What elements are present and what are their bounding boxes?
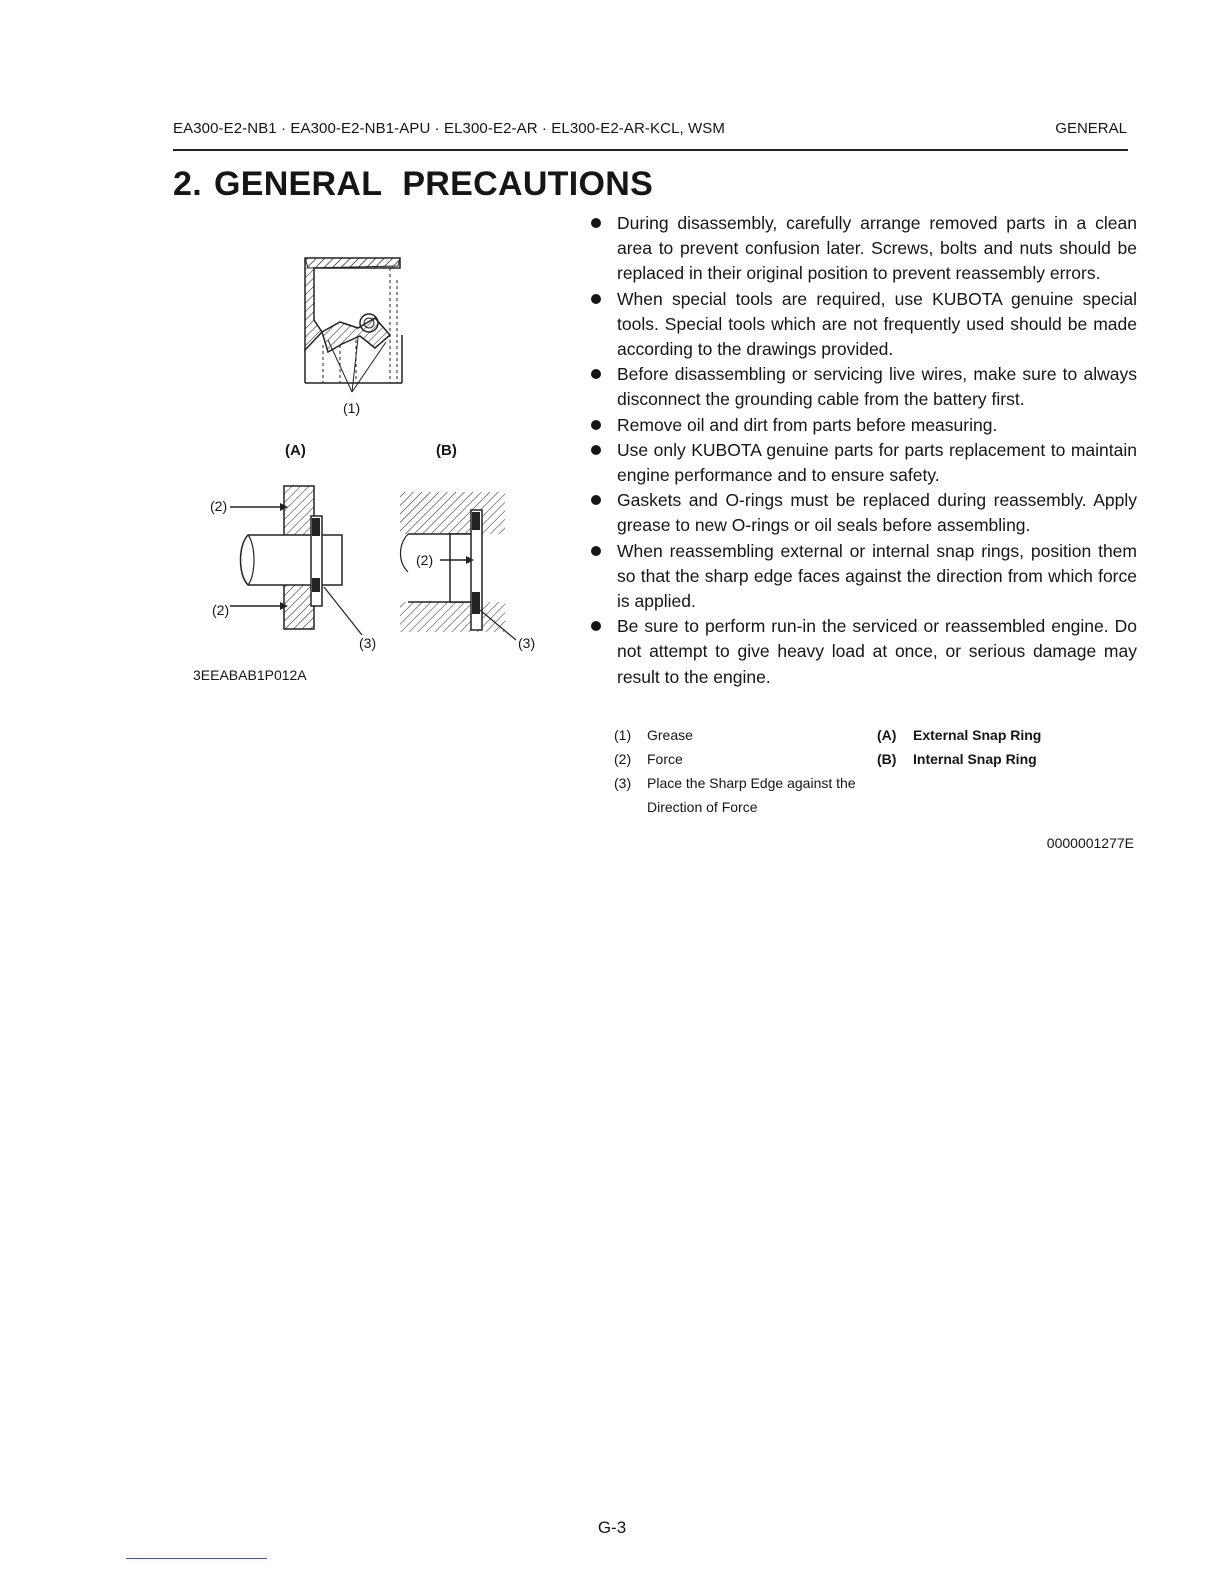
- bullet-icon: [591, 445, 601, 455]
- external-snap-ring-drawing: [230, 486, 362, 635]
- figure-id: 3EEABAB1P012A: [193, 667, 307, 683]
- oil-seal-drawing: [305, 258, 402, 392]
- figure-drawing: [190, 240, 560, 660]
- legend-text: Grease: [647, 727, 693, 743]
- document-code: 0000001277E: [1046, 835, 1134, 851]
- list-item: During disassembly, carefully arrange removed parts in a clean area to prevent confusion later. Screws, bolts and nuts should be replaced in their original position to prevent reassembly errors.: [589, 211, 1137, 287]
- legend-number: (3): [614, 775, 632, 791]
- callout-force-b: (2): [416, 552, 434, 568]
- callout-force-a-top: (2): [210, 498, 228, 514]
- list-item: Gaskets and O-rings must be replaced during reassembly. Apply grease to new O-rings or oil seals before assembling.: [589, 488, 1137, 538]
- figure-legend: [614, 727, 1084, 815]
- bullet-icon: [591, 495, 601, 505]
- bullet-icon: [591, 420, 601, 430]
- bullet-icon: [591, 369, 601, 379]
- header-divider: [173, 149, 1128, 151]
- label-external: (A): [285, 442, 306, 459]
- title-word-precautions: PRECAUTIONS: [402, 165, 654, 203]
- page-number: G-3: [597, 1518, 627, 1537]
- callout-grease: (1): [343, 400, 361, 416]
- bullet-icon: [591, 621, 601, 631]
- label-internal: (B): [436, 442, 457, 459]
- bullet-icon: [591, 218, 601, 228]
- snap-ring-figure: [190, 240, 560, 660]
- list-item: When special tools are required, use KUBOTA genuine special tools. Special tools which are not frequently used should be made according to the drawings provided.: [589, 287, 1137, 363]
- callout-sharp-edge-a: (3): [359, 635, 377, 651]
- title-word-general: GENERAL: [213, 165, 383, 203]
- precautions-list: [589, 211, 1137, 690]
- legend-text: Force: [647, 751, 683, 767]
- callout-force-a-bottom: (2): [212, 602, 230, 618]
- callout-sharp-edge-b: (3): [518, 635, 536, 651]
- legend-code-text: External Snap Ring: [913, 727, 1042, 743]
- legend-code: (A): [877, 727, 897, 743]
- legend-number: (1): [614, 727, 632, 743]
- list-item: Be sure to perform run-in the serviced or reassembled engine. Do not attempt to give heavy load at once, or serious damage may result to the engine.: [589, 614, 1137, 690]
- bullet-icon: [591, 294, 601, 304]
- list-item: Use only KUBOTA genuine parts for parts replacement to maintain engine performance and to ensure safety.: [589, 438, 1137, 488]
- bullet-icon: [591, 546, 601, 556]
- legend-number: (2): [614, 751, 632, 767]
- legend-text: Place the Sharp Edge against the Direction of Force: [647, 775, 856, 815]
- legend-code: (B): [877, 751, 897, 767]
- header-models: EA300-E2-NB1 · EA300-E2-NB1-APU · EL300-E2-AR · EL300-E2-AR-KCL, WSM: [173, 120, 725, 137]
- list-item: Remove oil and dirt from parts before measuring.: [589, 413, 1137, 438]
- legend-code-text: Internal Snap Ring: [913, 751, 1037, 767]
- list-item: Before disassembling or servicing live wires, make sure to always disconnect the grounding cable from the battery first.: [589, 362, 1137, 412]
- header-section: GENERAL: [1055, 120, 1127, 137]
- page-title: [173, 165, 653, 204]
- legend-row: [614, 775, 1084, 815]
- list-item: When reassembling external or internal snap rings, position them so that the sharp edge faces against the direction from which force is applied.: [589, 539, 1137, 615]
- title-number: 2.: [173, 165, 202, 203]
- footer-line: [126, 1558, 267, 1559]
